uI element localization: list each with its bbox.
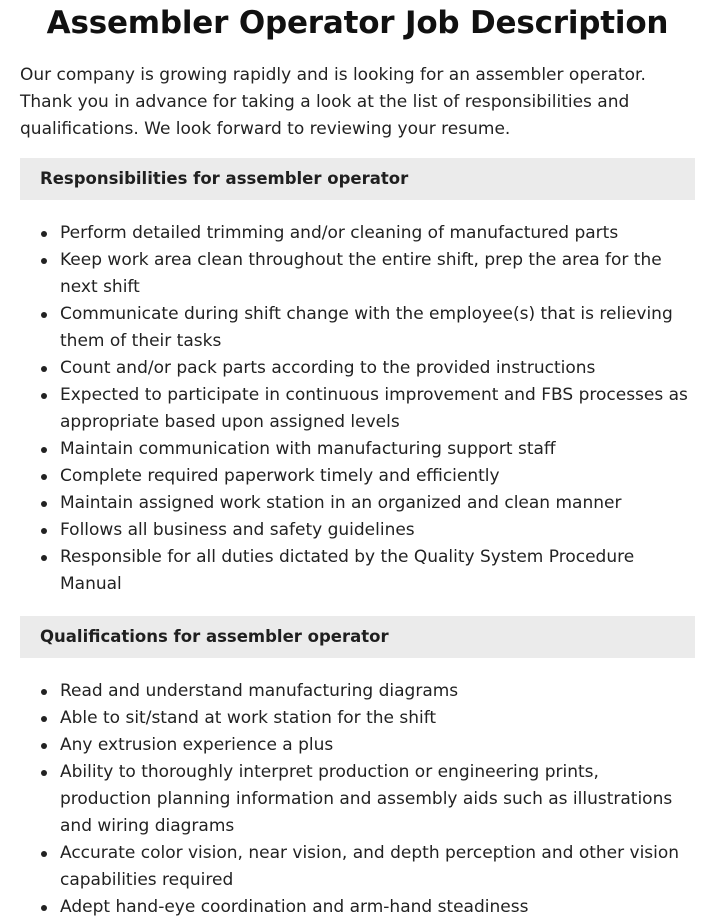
list-item-text: Ability to thoroughly interpret production or engineering prints, production planning information and assembly aids such as illustrations and wiring diagrams: [60, 762, 673, 836]
list-item: [20, 463, 695, 490]
responsibilities-heading: Responsibilities for assembler operator: [20, 158, 695, 200]
list-item: [20, 840, 695, 894]
list-item: [20, 894, 695, 921]
list-item: [20, 220, 695, 247]
bullet-icon: [41, 501, 47, 507]
list-item: [20, 732, 695, 759]
list-item-text: Accurate color vision, near vision, and depth perception and other vision capabilities required: [60, 843, 680, 890]
list-item-text: Responsible for all duties dictated by the Quality System Procedure Manual: [60, 547, 635, 594]
bullet-icon: [41, 393, 47, 399]
list-item: [20, 436, 695, 463]
list-item-text: Keep work area clean throughout the entire shift, prep the area for the next shift: [60, 250, 662, 297]
list-item-text: Maintain communication with manufacturing support staff: [60, 439, 556, 459]
list-item-text: Perform detailed trimming and/or cleaning of manufactured parts: [60, 223, 619, 243]
list-item-text: Adept hand-eye coordination and arm-hand steadiness: [60, 897, 529, 917]
bullet-icon: [41, 716, 47, 722]
list-item: [20, 382, 695, 436]
page-title: Assembler Operator Job Description: [46, 5, 669, 41]
list-item-text: Count and/or pack parts according to the provided instructions: [60, 358, 596, 378]
list-item: [20, 355, 695, 382]
list-item-text: Complete required paperwork timely and efficiently: [60, 466, 500, 486]
list-item: [20, 301, 695, 355]
list-item: [20, 678, 695, 705]
bullet-icon: [41, 555, 47, 561]
bullet-icon: [41, 258, 47, 264]
list-item-text: Communicate during shift change with the employee(s) that is relieving them of their tasks: [60, 304, 673, 351]
list-item-text: Read and understand manufacturing diagrams: [60, 681, 459, 701]
responsibilities-list: [20, 220, 695, 598]
qualifications-heading: Qualifications for assembler operator: [20, 616, 695, 658]
bullet-icon: [41, 474, 47, 480]
list-item-text: Expected to participate in continuous improvement and FBS processes as appropriate based upon assigned levels: [60, 385, 688, 432]
list-item: [20, 705, 695, 732]
bullet-icon: [41, 312, 47, 318]
list-item: [20, 490, 695, 517]
list-item-text: Able to sit/stand at work station for the shift: [60, 708, 437, 728]
list-item-text: Maintain assigned work station in an organized and clean manner: [60, 493, 622, 513]
bullet-icon: [41, 743, 47, 749]
bullet-icon: [41, 905, 47, 911]
list-item-text: Follows all business and safety guidelines: [60, 520, 415, 540]
bullet-icon: [41, 231, 47, 237]
intro-paragraph: Our company is growing rapidly and is looking for an assembler operator. Thank you in advance for taking a look at the list of responsibilities and qualifications. We look forward to reviewing your resume.: [20, 65, 646, 139]
bullet-icon: [41, 851, 47, 857]
bullet-icon: [41, 366, 47, 372]
list-item-text: Any extrusion experience a plus: [60, 735, 334, 755]
list-item: [20, 544, 695, 598]
bullet-icon: [41, 770, 47, 776]
bullet-icon: [41, 528, 47, 534]
bullet-icon: [41, 689, 47, 695]
bullet-icon: [41, 447, 47, 453]
list-item: [20, 247, 695, 301]
qualifications-list: [20, 678, 695, 921]
list-item: [20, 517, 695, 544]
list-item: [20, 759, 695, 840]
